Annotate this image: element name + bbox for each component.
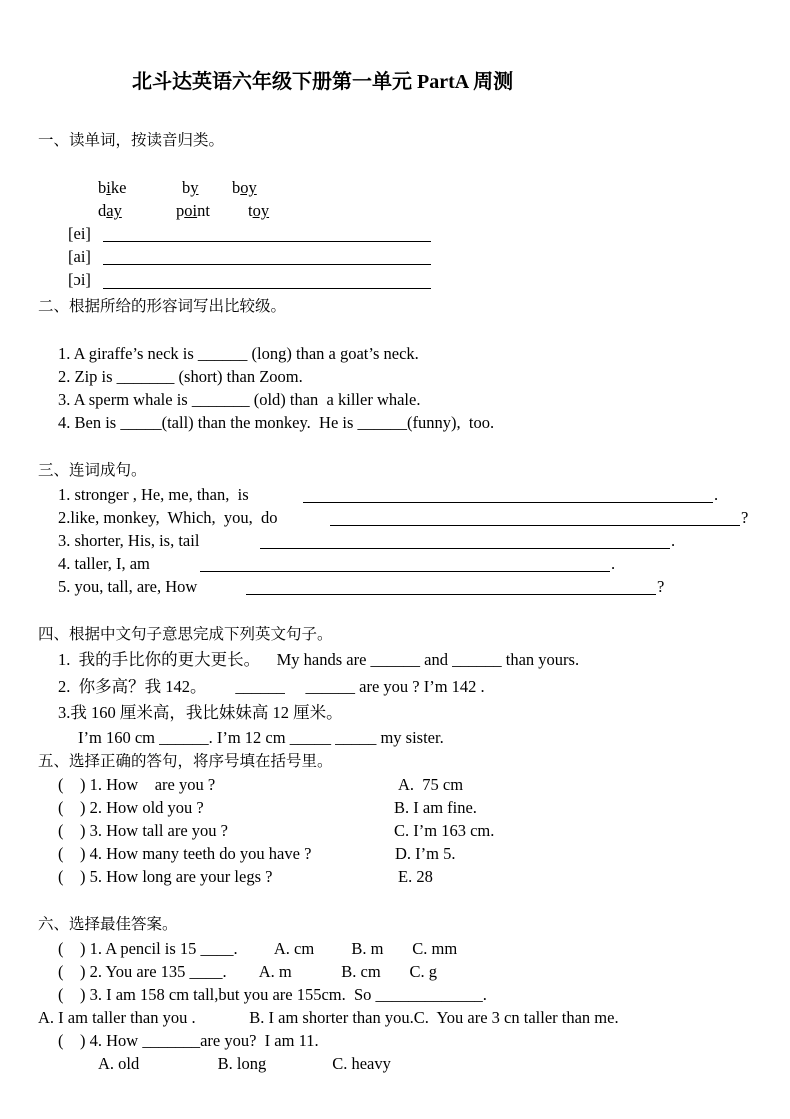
s2-item-4: 4. Ben is _____(tall) than the monkey. He is ______(funny), too. — [58, 413, 495, 432]
s5-answer-b: B. I am fine. — [394, 798, 477, 817]
s6-item-3-options: A. I am taller than you . B. I am shorter than you.C. You are 3 cn taller than me. — [38, 1008, 619, 1027]
section-5-heading: 五、选择正确的答句，将序号填在括号里。 — [38, 752, 333, 770]
s3-item-2-end: ? — [741, 508, 749, 527]
s6-item-2: ( ) 2. You are 135 ____. A. m B. cm C. g — [58, 962, 438, 981]
s3-item-5: 5. you, tall, are, How — [58, 577, 198, 596]
s6-item-4: ( ) 4. How _______are you? I am 11. — [58, 1031, 319, 1050]
s3-item-1: 1. stronger , He, me, than, is — [58, 485, 249, 504]
s6-item-3: ( ) 3. I am 158 cm tall,but you are 155cm. So _____________. — [58, 985, 487, 1004]
word-bike: bike — [98, 178, 127, 197]
s4-item-3: 3.我 160 厘米高，我比妹妹高 12 厘米。 — [58, 703, 343, 722]
s3-item-4-end: . — [611, 554, 616, 573]
s4-item-2: 2. 你多高？我 142。 ______ ______ are you ? I’m 142 . — [58, 677, 485, 696]
section-1-heading: 一、读单词，按读音归类。 — [38, 131, 225, 149]
phonetic-ei: [ei] — [68, 224, 91, 243]
s3-item-3: 3. shorter, His, is, tail — [58, 531, 200, 550]
phonetic-oi: [ɔi] — [68, 270, 91, 289]
word-boy: boy — [232, 178, 257, 197]
s5-question-4: ( ) 4. How many teeth do you have ? — [58, 844, 312, 863]
s2-item-1: 1. A giraffe’s neck is ______ (long) than a goat’s neck. — [58, 344, 419, 363]
section-6-heading: 六、选择最佳答案。 — [38, 915, 178, 933]
phonetic-ai: [ai] — [68, 247, 91, 266]
s6-item-1: ( ) 1. A pencil is 15 ____. A. cm B. m C. mm — [58, 939, 458, 958]
word-toy: toy — [248, 201, 270, 220]
s5-question-3: ( ) 3. How tall are you ? — [58, 821, 228, 840]
section-4-heading: 四、根据中文句子意思完成下列英文句子。 — [38, 625, 333, 643]
s3-answer-line-5[interactable] — [246, 594, 656, 595]
answer-line-ei[interactable] — [103, 241, 431, 242]
answer-line-ai[interactable] — [103, 264, 431, 265]
s5-answer-e: E. 28 — [398, 867, 433, 886]
s6-item-4-options: A. old B. long C. heavy — [98, 1054, 391, 1073]
s5-answer-d: D. I’m 5. — [395, 844, 456, 863]
s4-item-3-answer: I’m 160 cm ______. I’m 12 cm _____ _____ my sister. — [78, 728, 444, 747]
word-point: point — [176, 201, 210, 220]
s3-answer-line-2[interactable] — [330, 525, 740, 526]
answer-line-oi[interactable] — [103, 288, 431, 289]
s2-item-3: 3. A sperm whale is _______ (old) than a killer whale. — [58, 390, 421, 409]
page-title: 北斗达英语六年级下册第一单元 PartA 周测 — [132, 71, 514, 93]
s2-item-2: 2. Zip is _______ (short) than Zoom. — [58, 367, 303, 386]
s3-item-4: 4. taller, I, am — [58, 554, 150, 573]
s3-answer-line-4[interactable] — [200, 571, 610, 572]
s5-answer-a: A. 75 cm — [398, 775, 464, 794]
s5-answer-c: C. I’m 163 cm. — [394, 821, 495, 840]
s5-question-2: ( ) 2. How old you ? — [58, 798, 204, 817]
s3-answer-line-1[interactable] — [303, 502, 713, 503]
word-by: by — [182, 178, 199, 197]
s3-item-3-end: . — [671, 531, 676, 550]
section-2-heading: 二、根据所给的形容词写出比较级。 — [38, 297, 287, 315]
section-3-heading: 三、连词成句。 — [38, 461, 147, 479]
s3-answer-line-3[interactable] — [260, 548, 670, 549]
s5-question-1: ( ) 1. How are you ? — [58, 775, 216, 794]
s3-item-2: 2.like, monkey, Which, you, do — [58, 508, 278, 527]
s3-item-1-end: . — [714, 485, 719, 504]
s5-question-5: ( ) 5. How long are your legs ? — [58, 867, 273, 886]
s4-item-1: 1. 我的手比你的更大更长。 My hands are ______ and ______ than yours. — [58, 650, 580, 669]
word-day: day — [98, 201, 122, 220]
s3-item-5-end: ? — [657, 577, 665, 596]
